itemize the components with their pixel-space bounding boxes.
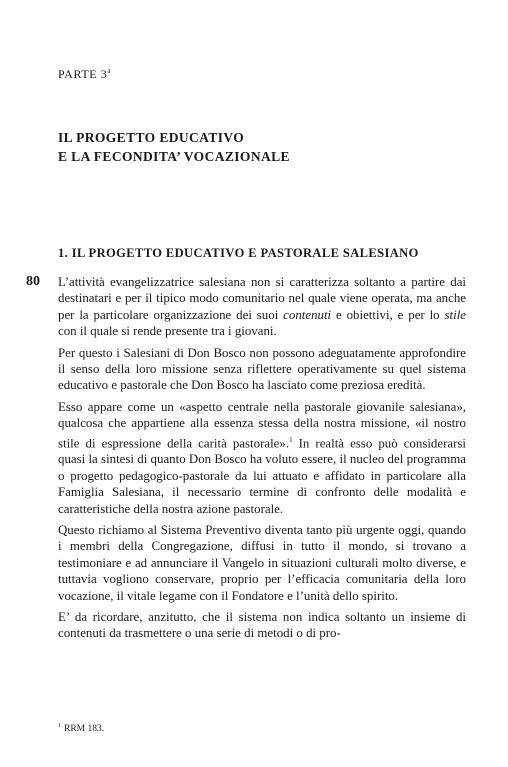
footnote-mark: 1 — [58, 723, 61, 729]
paragraph-1-text-c: e obiettivi, e per lo — [331, 307, 445, 322]
footnote-text: RRM 183. — [64, 724, 105, 735]
part-label-text: PARTE 3 — [58, 67, 108, 81]
paragraph-3-text-b: In realtà esso può considerarsi quasi la sintesi di quanto Don Bosco ha voluto essere, il nucleo del programma o progetto pedagogico-pastorale da lui attuato e affidato in particolare alla Famiglia Salesiana, il necessario termine di confronto delle modalità e caratteristiche della nostra azione pastorale. — [58, 435, 466, 516]
paragraph-2: Per questo i Salesiani di Don Bosco non possono adeguatamente approfondire il senso della loro missione senza riflettere operativamente su quel sistema educativo e pastorale che Don Bosco ha lasciato come preziosa eredità. — [58, 345, 466, 393]
footnote — [58, 723, 104, 734]
paragraph-1-text-a: L’attività evangelizzatrice salesiana non si caratterizza soltanto a partire dai destinatari e per il tipico modo comunitario nel quale viene operata, ma anche per la particolare organizzazione dei suoi — [58, 275, 466, 322]
part-label-superscript: a — [107, 67, 112, 75]
paragraph-1 — [58, 274, 466, 340]
page-title-line-2: E LA FECONDITA’ VOCAZIONALE — [58, 149, 290, 164]
page-title-line-1: IL PROGETTO EDUCATIVO — [58, 130, 245, 145]
paragraph-5: E’ da ricordare, anzitutto, che il sistema non indica soltanto un insieme di contenuti da trasmettere o una serie di metodi o di pro- — [58, 610, 466, 641]
paragraph-4: Questo richiamo al Sistema Preventivo diventa tanto più urgente oggi, quando i membri della Congregazione, diffusi in tutto il mondo, si trovano a testimoniare e ad annunciare il Vangelo in situazioni culturali molto diverse, e tuttavia vogliono conservare, proprio per l’efficacia comunitaria della loro vocazione, il vitale legame con il Fondatore e l’unità dello spirito. — [58, 522, 466, 603]
part-label — [58, 67, 111, 82]
paragraph-1-italic-stile: stile — [444, 307, 466, 322]
footnote-reference: 1 — [289, 435, 293, 444]
paragraph-3-text-a: Esso appare come un «aspetto centrale nella pastorale giovanile salesiana», qualcosa che appartiene alla essenza stessa della nostra missione, «il nostro stile di espressione della carità pastorale». — [58, 399, 466, 450]
section-heading: 1. IL PROGETTO EDUCATIVO E PASTORALE SALESIANO — [58, 246, 419, 260]
paragraph-3 — [58, 399, 466, 517]
body-text — [58, 274, 466, 647]
margin-paragraph-number: 80 — [26, 274, 40, 289]
paragraph-1-italic-contenuti: contenuti — [283, 307, 332, 322]
page-title — [58, 128, 290, 166]
paragraph-1-text-e: con il quale si rende presente tra i giovani. — [58, 324, 277, 339]
